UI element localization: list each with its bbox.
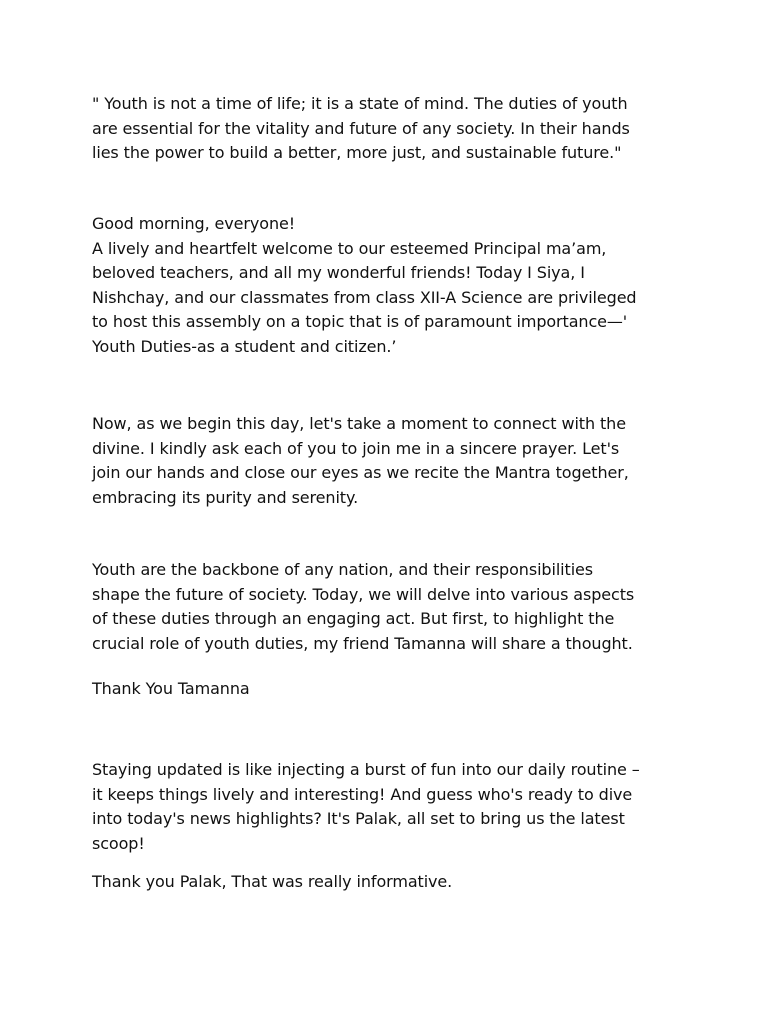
thanks-tamanna-line: Thank You Tamanna <box>92 679 250 698</box>
welcome-paragraph: Good morning, everyone! A lively and heartfelt welcome to our esteemed Principal ma’am, beloved teachers, and all my wonderful friends! Today I Siya, I Nishchay, and our classmates from class XII-A Science are privileged to host this assembly on a topic that is of paramount importance—' Youth Duties-as a student and citizen.’ <box>92 214 637 356</box>
thanks-palak-line: Thank you Palak, That was really informative. <box>92 872 453 891</box>
prayer-paragraph: Now, as we begin this day, let's take a moment to connect with the divine. I kindly ask each of you to join me in a sincere prayer. Let's join our hands and close our eyes as we recite the Mantra together, embracing its purity and serenity. <box>92 414 629 507</box>
youth-duties-paragraph: Youth are the backbone of any nation, and their responsibilities shape the future of society. Today, we will delve into various aspects of these duties through an engaging act. But first, to highlight the crucial role of youth duties, my friend Tamanna will share a thought. <box>92 560 635 653</box>
opening-quote: " Youth is not a time of life; it is a state of mind. The duties of youth are essential for the vitality and future of any society. In their hands lies the power to build a better, more just, and sustainable future." <box>92 94 630 162</box>
news-intro-paragraph: Staying updated is like injecting a burst of fun into our daily routine – it keeps things lively and interesting! And guess who's ready to dive into today's news highlights? It's Palak, all set to bring us the latest scoop! <box>92 760 640 853</box>
